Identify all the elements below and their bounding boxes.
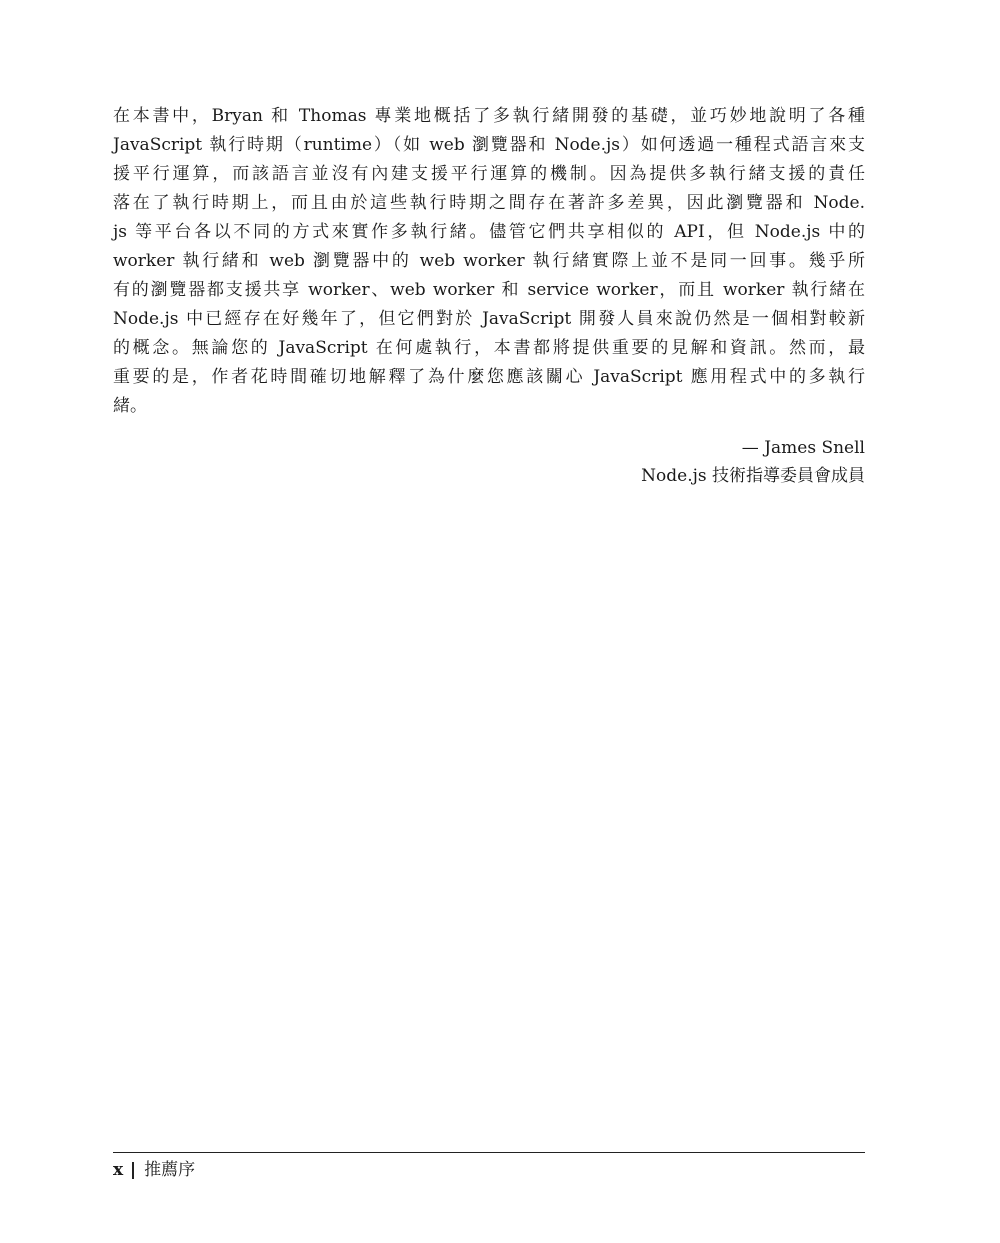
signature-name: — James Snell	[741, 438, 865, 458]
footer-separator	[132, 1162, 134, 1179]
paragraph-line: JavaScript 執行時期（runtime）（如 web 瀏覽器和 Node.js）如何透過一種程式語言來支	[113, 135, 865, 155]
paragraph-line: Node.js 中已經存在好幾年了，但它們對於 JavaScript 開發人員來說仍然是一個相對較新	[113, 309, 865, 329]
page-number: x	[113, 1160, 124, 1180]
paragraph-line: 援平行運算，而該語言並沒有內建支援平行運算的機制。因為提供多執行緒支援的責任	[113, 164, 865, 184]
paragraph-line: 有的瀏覽器都支援共享 worker、web worker 和 service worker，而且 worker 執行緒在	[113, 280, 865, 300]
page-footer	[113, 1158, 195, 1182]
signature-title: Node.js 技術指導委員會成員	[641, 466, 865, 486]
paragraph-line: 落在了執行時期上，而且由於這些執行時期之間存在著許多差異，因此瀏覽器和 Node.	[113, 193, 865, 213]
paragraph-line: worker 執行緒和 web 瀏覽器中的 web worker 執行緒實際上並不是同一回事。幾乎所	[113, 251, 865, 271]
paragraph-line: 的概念。無論您的 JavaScript 在何處執行，本書都將提供重要的見解和資訊。然而，最	[113, 338, 865, 358]
paragraph-line: 重要的是，作者花時間確切地解釋了為什麼您應該關心 JavaScript 應用程式中的多執行	[113, 367, 865, 387]
paragraph-line: js 等平台各以不同的方式來實作多執行緒。儘管它們共享相似的 API，但 Node.js 中的	[113, 222, 865, 242]
paragraph-line: 緒。	[113, 396, 147, 416]
section-name: 推薦序	[144, 1160, 196, 1180]
footer-divider	[113, 1152, 865, 1153]
paragraph-line: 在本書中，Bryan 和 Thomas 專業地概括了多執行緒開發的基礎，並巧妙地說明了各種	[113, 106, 865, 126]
foreword-paragraph	[113, 102, 865, 421]
signature-block	[641, 434, 865, 490]
